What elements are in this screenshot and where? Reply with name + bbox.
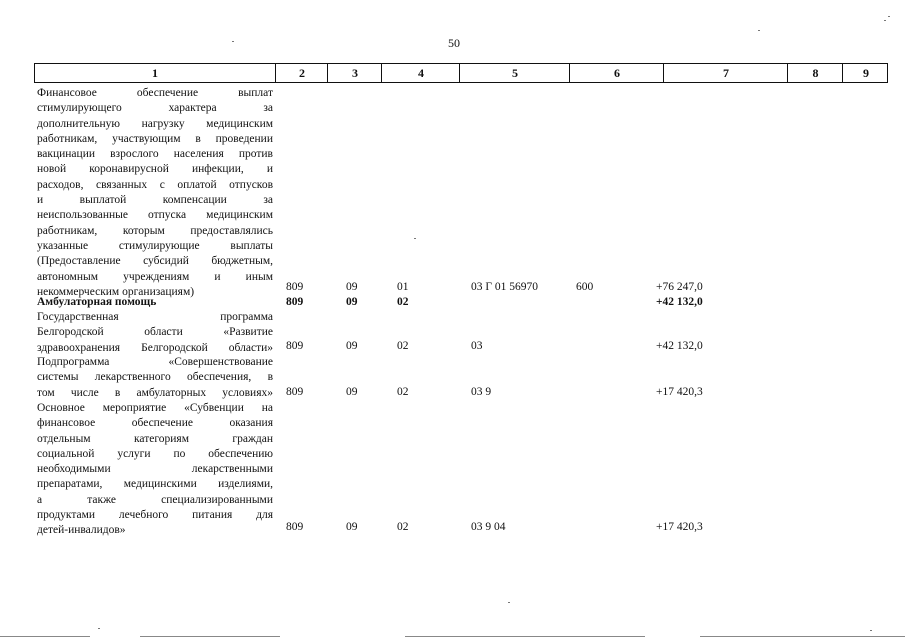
table-header (34, 63, 888, 83)
row-col-2: 809 (286, 340, 304, 352)
row-col-5: 03 (471, 340, 483, 352)
row-col-3: 09 (346, 340, 358, 352)
header-col-7: 7 (663, 64, 788, 82)
header-col-8: 8 (787, 64, 843, 82)
row-col-7: +42 132,0 (656, 296, 703, 308)
row-col-4: 01 (397, 281, 409, 293)
row-col-2: 809 (286, 386, 304, 398)
header-col-4: 4 (381, 64, 460, 82)
row-col-3: 09 (346, 386, 358, 398)
row-col-3: 09 (346, 521, 358, 533)
page-edge-line (0, 636, 90, 637)
row-col-2: 809 (286, 521, 304, 533)
header-col-1: 1 (152, 66, 158, 80)
header-col-6: 6 (569, 64, 664, 82)
row-col-7: +17 420,3 (656, 386, 703, 398)
row-col-7: +42 132,0 (656, 340, 703, 352)
row-col-7: +17 420,3 (656, 521, 703, 533)
table-row-description: Подпрограмма «Совершенствование системы лекарственного обеспечения, в том числе в амбулаторных условиях» (37, 356, 273, 399)
table-row-description: Государственная программа Белгородской области «Развитие здравоохранения Белгородской области» (37, 311, 273, 354)
row-col-7: +76 247,0 (656, 281, 703, 293)
page-number: 50 (448, 36, 460, 50)
table-row-description: Финансовое обеспечение выплат стимулирующего характера за дополнительную нагрузку медицинским работникам, участвующим в проведении вакцинации взрослого населения против новой коронавирусной инфекции, и расходов, связанных с оплатой отпусков и выплатой компенсации за неиспользованные отпуска медицинским работникам, которым предоставлялись указанные стимулирующие выплаты (Предоставление субсидий бюджетным, автономным учреждениям и иным некоммерческим организациям) (37, 87, 273, 298)
table-row-description: Амбулаторная помощь (37, 296, 157, 308)
page-edge-line (700, 636, 905, 637)
header-col-2: 2 (275, 64, 328, 82)
row-col-3: 09 (346, 296, 358, 308)
page-edge-line (405, 636, 645, 637)
row-col-2: 809 (286, 296, 304, 308)
header-col-3: 3 (327, 64, 382, 82)
row-col-4: 02 (397, 340, 409, 352)
row-col-5: 03 Г 01 56970 (471, 281, 539, 293)
page-edge-line (140, 636, 280, 637)
row-col-5: 03 9 04 (471, 521, 506, 533)
header-col-5: 5 (459, 64, 570, 82)
row-col-4: 02 (397, 521, 409, 533)
row-col-6: 600 (576, 281, 594, 293)
row-col-3: 09 (346, 281, 358, 293)
row-col-4: 02 (397, 386, 409, 398)
table-row-description: Основное мероприятие «Субвенции на финансовое обеспечение оказания отдельным категориям граждан социальной услуги по обеспечению необходимыми лекарственными препаратами, медицинскими изделиями, а также специализированными продуктами лечебного питания для детей-инвалидов» (37, 402, 273, 537)
row-col-2: 809 (286, 281, 304, 293)
row-col-5: 03 9 (471, 386, 492, 398)
header-col-9: 9 (842, 64, 889, 82)
row-col-4: 02 (397, 296, 409, 308)
